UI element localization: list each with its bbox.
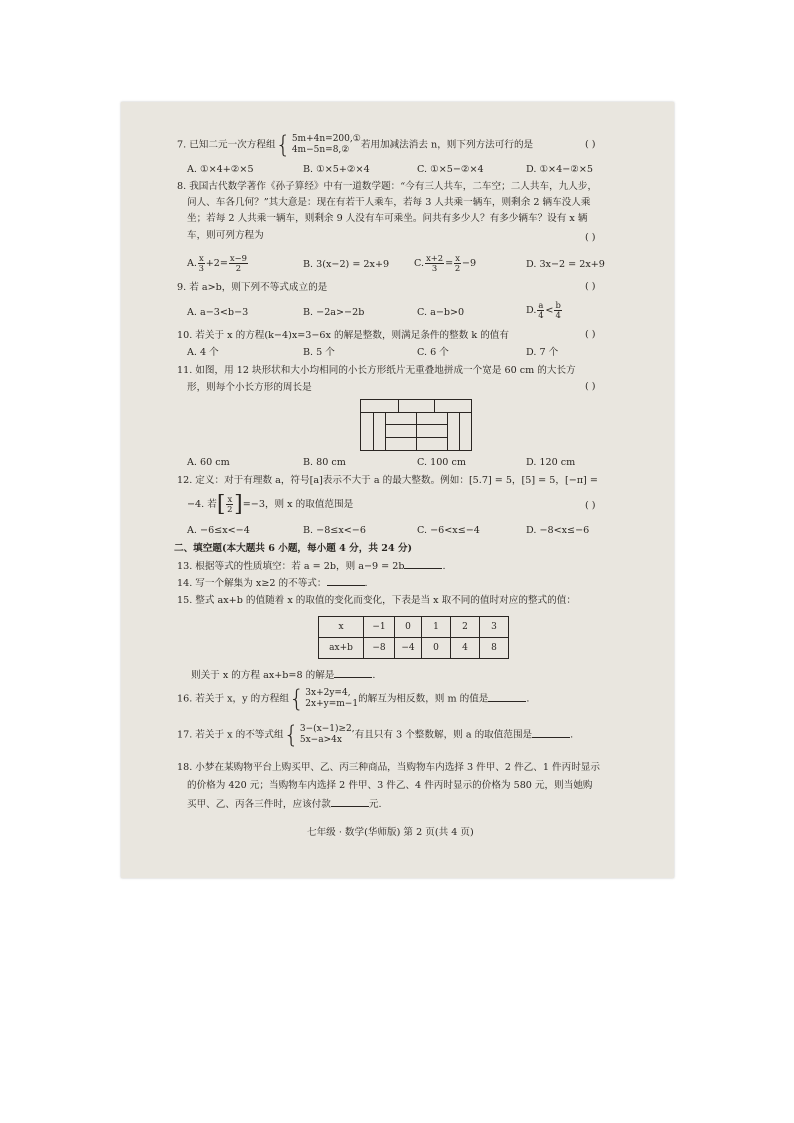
q17-line: 17. 若关于 x 的不等式组 { 3−(x−1)≥2, 5x−a>4x 有且只有 3 个整数解，则 a 的取值范围是 . <box>177 721 574 749</box>
q8-paren: ( ) <box>585 232 596 243</box>
q12-option-b: B. −8≤x<−6 <box>303 525 366 536</box>
q15-stem: 15. 整式 ax+b 的值随着 x 的取值的变化而变化，下表是当 x 取不同的值时对应的整式的值： <box>177 595 576 606</box>
q16-line: 16. 若关于 x，y 的方程组 { 3x+2y=4, 2x+y=m−1 的解互为相反数，则 m 的值是 . <box>177 685 530 713</box>
q7-paren: ( ) <box>585 139 596 150</box>
q15-follow: 则关于 x 的方程 ax+b=8 的解是 . <box>191 670 376 681</box>
table-cell: ax+b <box>319 638 364 659</box>
q9-stem: 9. 若 a>b，则下列不等式成立的是 <box>177 282 328 293</box>
table-cell: x <box>319 617 364 638</box>
q12-line-1: 12. 定义：对于有理数 a，符号[a]表示不大于 a 的最大整数。例如：[5.7] = 5，[5] = 5，[−π] = <box>177 475 598 486</box>
q10-paren: ( ) <box>585 329 596 340</box>
q18-answer-blank[interactable] <box>331 797 369 807</box>
table-cell: −1 <box>364 617 395 638</box>
q9-option-d: D. $\frac{a}{4}$ < $\frac{b}{4}$ <box>526 300 561 320</box>
q9-option-b: B. −2a>−2b <box>303 307 365 318</box>
q12-option-a: A. −6≤x<−4 <box>187 525 250 536</box>
q11-paren: ( ) <box>585 381 596 392</box>
q13-line: 13. 根据等式的性质填空：若 a = 2b，则 a−9 = 2b . <box>177 561 446 572</box>
q11-option-c: C. 100 cm <box>417 457 466 468</box>
q12-line-2: −4. 若[ $\frac{x}{2}$ ]=−3，则 x 的取值范围是 <box>187 492 354 517</box>
q18-line-1: 18. 小梦在某购物平台上购买甲、乙、丙三种商品，当购物车内选择 3 件甲、2 件乙、1 件丙时显示 <box>177 762 600 773</box>
page-footer: 七年级 · 数学(华师版) 第 2 页(共 4 页) <box>307 827 474 838</box>
q13-answer-blank[interactable] <box>404 559 442 569</box>
q14-answer-blank[interactable] <box>327 576 365 586</box>
q7-option-c: C. ①×5−②×4 <box>417 164 484 175</box>
q16-answer-blank[interactable] <box>488 692 526 702</box>
table-cell: 1 <box>422 617 451 638</box>
q18-line-2: 的价格为 420 元；当购物车内选择 2 件甲、3 件乙、4 件丙时显示的价格为 580 元，则当她购 <box>187 780 593 791</box>
q15-answer-blank[interactable] <box>334 668 372 678</box>
q11-line-2: 形，则每个小长方形的周长是 <box>187 382 312 393</box>
q7-eq1: 5m+4n=200,① <box>291 134 361 144</box>
q7-stem: 7. 已知二元一次方程组 <box>177 139 276 151</box>
q7-option-a: A. ①×4+②×5 <box>187 164 254 175</box>
q9-option-a: A. a−3<b−3 <box>187 307 249 318</box>
table-cell: 3 <box>480 617 509 638</box>
q18-line-3: 买甲、乙、丙各三件时，应该付款 元. <box>187 799 382 810</box>
q8-line-3: 坐；若每 2 人共乘一辆车，则剩余 9 人没有车可乘坐。问共有多少人？有多少辆车？设有 x 辆 <box>187 213 588 224</box>
q10-option-c: C. 6 个 <box>417 347 449 358</box>
table-row <box>319 617 509 638</box>
q8-option-d: D. 3x−2 = 2x+9 <box>526 259 605 270</box>
q8-option-a: A. $\frac{x}{3}$ +2= $\frac{x-9}{2}$ <box>187 253 247 273</box>
table-cell: −8 <box>364 638 395 659</box>
table-cell: −4 <box>395 638 422 659</box>
q7-option-b: B. ①×5+②×4 <box>303 164 370 175</box>
q8-line-1: 8. 我国古代数学著作《孙子算经》中有一道数学题：“今有三人共车，二车空；二人共车，九人步， <box>177 181 598 192</box>
table-cell: 8 <box>480 638 509 659</box>
q7-tail: 若用加减法消去 n，则下列方法可行的是 <box>360 139 534 151</box>
q8-option-b: B. 3(x−2) = 2x+9 <box>303 259 390 270</box>
q14-line: 14. 写一个解集为 x≥2 的不等式： . <box>177 578 368 589</box>
q12-option-d: D. −8<x≤−6 <box>526 525 590 536</box>
q10-option-a: A. 4 个 <box>187 347 219 358</box>
q17-answer-blank[interactable] <box>532 728 570 738</box>
q11-option-d: D. 120 cm <box>526 457 576 468</box>
q12-paren: ( ) <box>585 500 596 511</box>
q7-option-d: D. ①×4−②×5 <box>526 164 593 175</box>
q7-line <box>177 131 534 159</box>
q8-line-4: 车，则可列方程为 <box>187 230 264 241</box>
q9-paren: ( ) <box>585 281 596 292</box>
q8-option-c: C. $\frac{x+2}{3}$ = $\frac{x}{2}$ −9 <box>414 253 477 273</box>
q8-line-2: 问人、车各几何？”其大意是：现在有若干人乘车，若每 3 人共乘一辆车，则剩余 2 辆车没人乘 <box>187 197 591 208</box>
table-row <box>319 638 509 659</box>
q10-option-b: B. 5 个 <box>303 347 335 358</box>
q11-line-1: 11. 如图，用 12 块形状和大小均相同的小长方形纸片无重叠地拼成一个宽是 60 cm 的大长方 <box>177 365 576 376</box>
section-2-heading: 二、填空题(本大题共 6 小题，每小题 4 分，共 24 分) <box>174 543 413 554</box>
q11-option-b: B. 80 cm <box>303 457 346 468</box>
q10-stem: 10. 若关于 x 的方程(k−4)x=3−6x 的解是整数，则满足条件的整数 k 的值有 <box>177 330 509 341</box>
table-cell: 0 <box>422 638 451 659</box>
q15-value-table <box>318 616 509 659</box>
rectangle-tiling-figure <box>360 399 472 451</box>
table-cell: 2 <box>451 617 480 638</box>
q12-option-c: C. −6<x≤−4 <box>417 525 480 536</box>
table-cell: 4 <box>451 638 480 659</box>
q10-option-d: D. 7 个 <box>526 347 559 358</box>
table-cell: 0 <box>395 617 422 638</box>
exam-page <box>121 102 674 878</box>
q11-option-a: A. 60 cm <box>187 457 230 468</box>
q7-system: { 5m+4n=200,① 4m−5n=8,② <box>275 131 361 159</box>
q7-eq2: 4m−5n=8,② <box>291 145 350 155</box>
q9-option-c: C. a−b>0 <box>417 307 465 318</box>
